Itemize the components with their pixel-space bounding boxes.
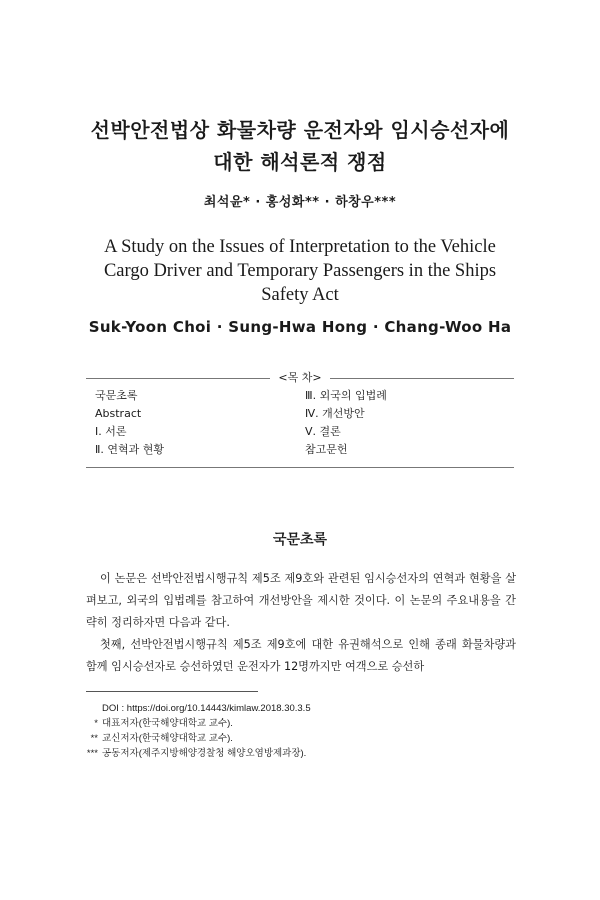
authors-english: Suk-Yoon Choi · Sung-Hwa Hong · Chang-Woo Ha bbox=[88, 318, 512, 336]
abstract-body bbox=[86, 568, 516, 678]
toc-item[interactable]: Abstract bbox=[95, 407, 142, 420]
footnote: ** 교신저자(한국해양대학교 교수). bbox=[90, 733, 233, 744]
toc-item[interactable]: Ⅳ. 개선방안 bbox=[305, 407, 365, 420]
title-en-line-1: A Study on the Issues of Interpretation to the Vehicle bbox=[104, 237, 496, 257]
title-ko-line-1: 선박안전법상 화물차량 운전자와 임시승선자에 bbox=[90, 118, 510, 142]
abstract-paragraph: 첫째, 선박안전법시행규칙 제5조 제9호에 대한 유권해석으로 인해 종래 화물차량과 함께 임시승선자로 승선하였던 운전자가 12명까지만 여객으로 승선하 bbox=[86, 638, 516, 673]
toc-item[interactable]: 국문초록 bbox=[95, 389, 138, 402]
abstract-paragraph: 이 논문은 선박안전법시행규칙 제5조 제9호와 관련된 임시승선자의 연혁과 현황을 살펴보고, 외국의 입법례를 참고하여 개선방안을 제시한 것이다. 이 논문의 주요내용을 간략히 정리하자면 다음과 같다. bbox=[86, 572, 516, 629]
table-of-contents bbox=[86, 378, 514, 468]
footnote: *** 공동저자(제주지방해양경찰청 해양오염방제과장). bbox=[86, 748, 307, 759]
authors-korean: 최석윤* · 홍성화** · 하창우*** bbox=[203, 195, 397, 210]
toc-item[interactable]: Ⅴ. 결론 bbox=[305, 425, 341, 438]
paper-title-english bbox=[0, 235, 600, 307]
footnote-divider bbox=[86, 691, 258, 692]
paper-title-korean bbox=[0, 114, 600, 178]
toc-item[interactable]: Ⅱ. 연혁과 현황 bbox=[95, 443, 165, 456]
toc-item[interactable]: Ⅰ. 서론 bbox=[95, 425, 127, 438]
footnote: * 대표저자(한국해양대학교 교수). bbox=[94, 718, 233, 729]
footnotes bbox=[76, 701, 516, 761]
toc-heading: <목 차> bbox=[0, 369, 600, 385]
title-en-line-3: Safety Act bbox=[261, 285, 339, 305]
abstract-heading: 국문초록 bbox=[272, 532, 328, 548]
title-ko-line-2: 대한 해석론적 쟁점 bbox=[213, 150, 387, 174]
toc-right-column bbox=[305, 387, 387, 459]
footnote-doi[interactable]: DOI : https://doi.org/10.14443/kimlaw.2018.30.3.5 bbox=[102, 703, 311, 714]
toc-item[interactable]: 참고문헌 bbox=[305, 443, 348, 456]
toc-item[interactable]: Ⅲ. 외국의 입법례 bbox=[305, 389, 387, 402]
title-en-line-2: Cargo Driver and Temporary Passengers in the Ships bbox=[103, 261, 497, 281]
toc-left-column bbox=[95, 387, 164, 459]
